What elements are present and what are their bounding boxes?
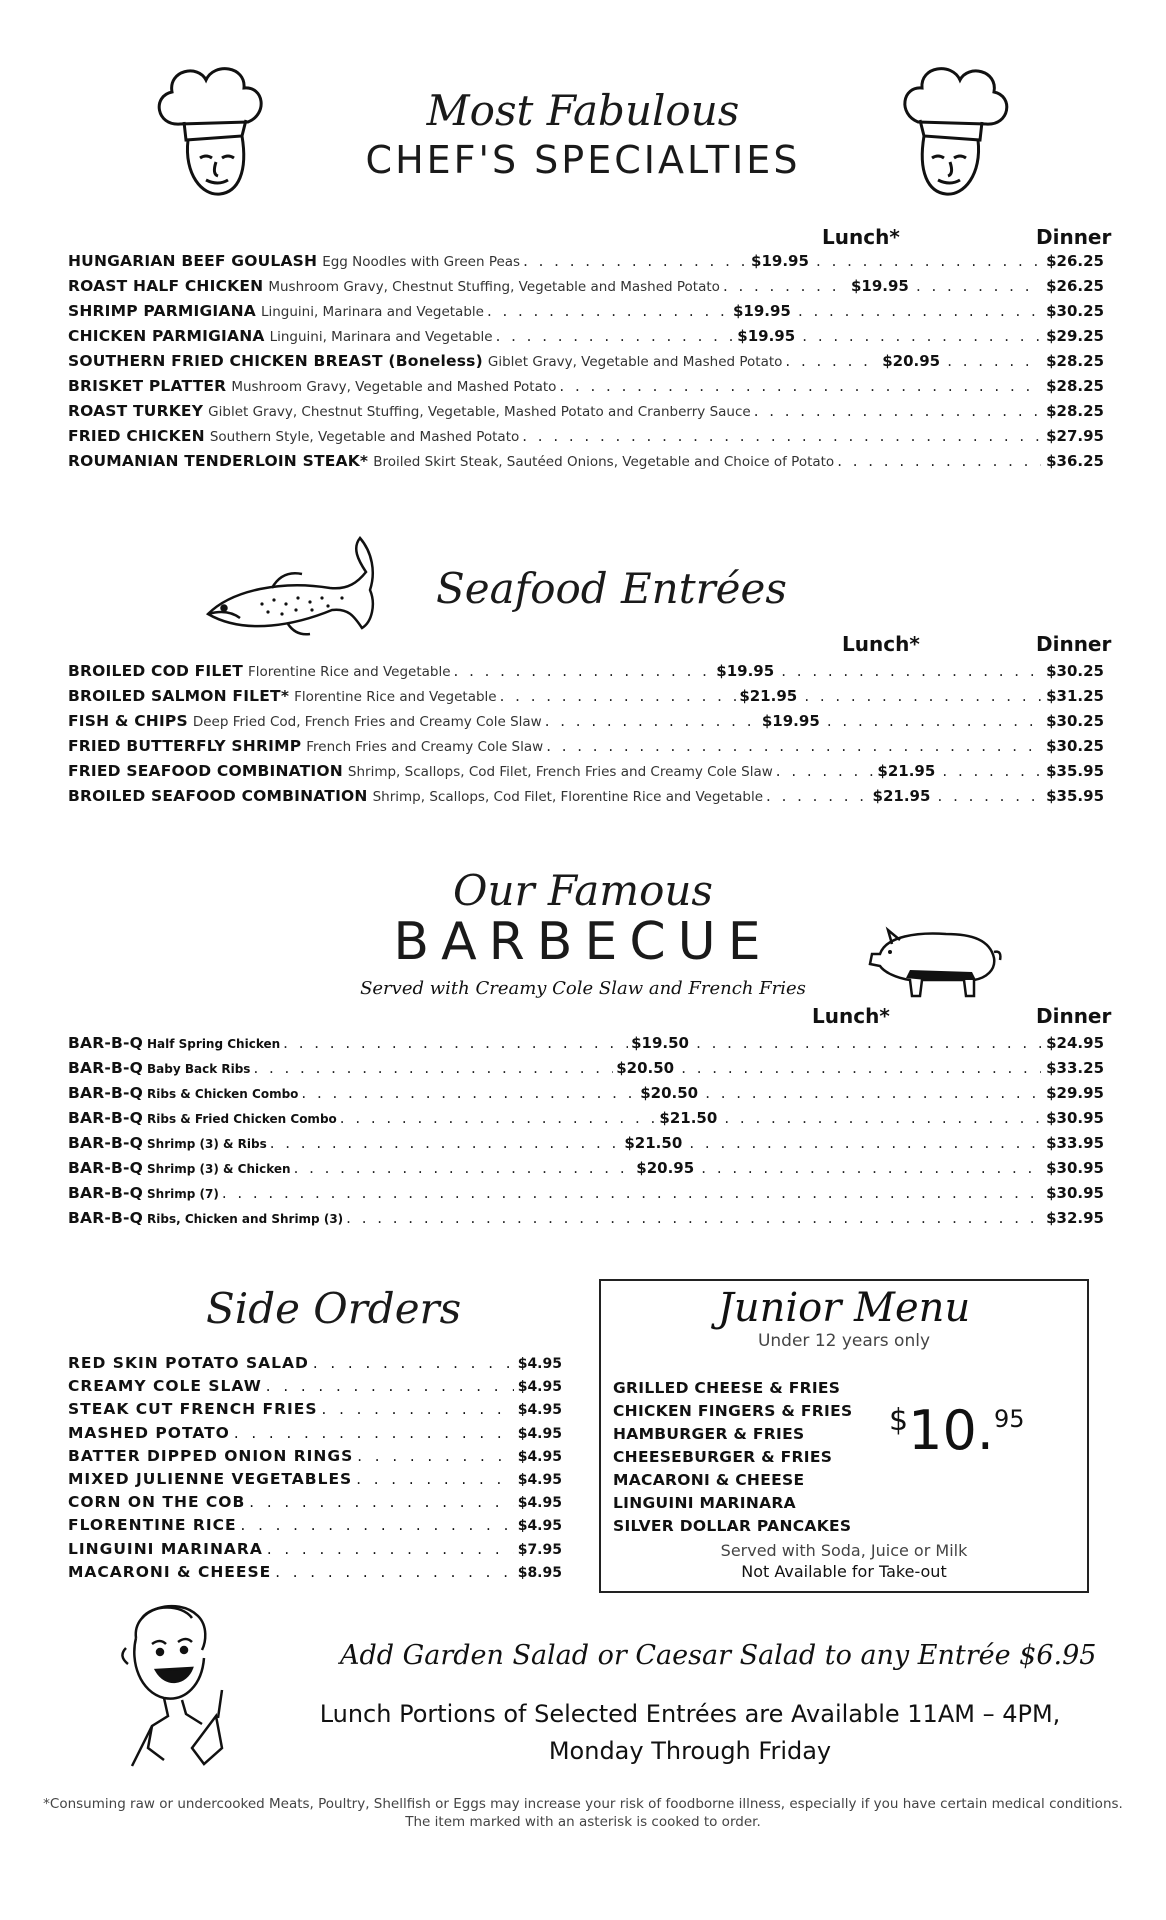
leader-dots	[267, 1540, 514, 1558]
chef-item	[68, 402, 1104, 427]
side-item	[68, 1540, 562, 1563]
junior-item: HAMBURGER & FRIES	[613, 1425, 805, 1443]
side-price: $4.95	[517, 1471, 562, 1488]
seafood-item	[68, 712, 1104, 737]
chef-title: CHEF'S SPECIALTIES	[365, 138, 801, 182]
junior-note-drinks: Served with Soda, Juice or Milk	[720, 1541, 968, 1560]
lunch-price: $20.50	[616, 1059, 675, 1077]
item-name: BAR-B-Q	[68, 1034, 144, 1052]
leader-dots	[545, 712, 759, 730]
lunch-portions-note-line2: Monday Through Friday	[548, 1737, 832, 1765]
leader-dots	[696, 1034, 1041, 1052]
leader-dots	[283, 1034, 628, 1052]
lunch-price: $19.95	[732, 302, 791, 320]
item-sub: Shrimp (3) & Chicken	[147, 1162, 291, 1176]
chef-items-list	[68, 252, 1104, 477]
item-name: CHICKEN PARMIGIANA	[68, 327, 265, 345]
dinner-price: $24.95	[1046, 1034, 1105, 1052]
leader-dots	[827, 712, 1041, 730]
leader-dots	[222, 1184, 1041, 1202]
side-price: $8.95	[517, 1564, 562, 1581]
seafood-dinner-label: Dinner	[1036, 632, 1112, 656]
lunch-price: $20.95	[636, 1159, 695, 1177]
lunch-portions-note-line1: Lunch Portions of Selected Entrées are Available 11AM – 4PM,	[319, 1700, 1061, 1728]
item-name: ROUMANIAN TENDERLOIN STEAK*	[68, 452, 369, 470]
item-name: FRIED CHICKEN	[68, 427, 205, 445]
item-name: BAR-B-Q	[68, 1209, 144, 1227]
dinner-price: $26.25	[1046, 252, 1104, 270]
dinner-price: $33.25	[1046, 1059, 1105, 1077]
leader-dots	[546, 737, 1041, 755]
lunch-price: $21.50	[659, 1109, 718, 1127]
bbq-lunch-label: Lunch*	[812, 1004, 890, 1028]
bbq-subtitle: Served with Creamy Cole Slaw and French Fries	[360, 978, 806, 999]
leader-dots	[689, 1134, 1041, 1152]
chef-item	[68, 327, 1104, 352]
side-item	[68, 1493, 562, 1516]
item-desc: Broiled Skirt Steak, Sautéed Onions, Vegetable and Choice of Potato	[373, 454, 835, 470]
dinner-price: $30.25	[1046, 712, 1105, 730]
leader-dots	[681, 1059, 1041, 1077]
leader-dots	[234, 1424, 514, 1442]
junior-price-symbol: $	[889, 1403, 909, 1438]
chef-item	[68, 452, 1104, 477]
dinner-price: $35.95	[1046, 787, 1105, 805]
side-item	[68, 1354, 562, 1377]
side-price: $4.95	[517, 1402, 562, 1419]
dinner-price: $30.95	[1046, 1109, 1104, 1127]
item-desc: French Fries and Creamy Cole Slaw	[306, 739, 544, 755]
side-price: $7.95	[517, 1541, 562, 1558]
item-desc: Mushroom Gravy, Vegetable and Mashed Potato	[231, 379, 557, 395]
bbq-item	[68, 1084, 1104, 1109]
junior-subtitle: Under 12 years only	[757, 1331, 931, 1351]
seafood-title: Seafood Entrées	[436, 564, 787, 613]
leader-dots	[942, 762, 1041, 780]
item-name: FISH & CHIPS	[68, 712, 188, 730]
side-item	[68, 1516, 562, 1539]
chef-script-title: Most Fabulous	[426, 86, 740, 135]
chef-lunch-label: Lunch*	[822, 225, 900, 249]
leader-dots	[346, 1209, 1041, 1227]
side-price: $4.95	[517, 1448, 562, 1465]
sides-title: Side Orders	[206, 1284, 462, 1333]
dinner-price: $33.95	[1046, 1134, 1105, 1152]
item-name: HUNGARIAN BEEF GOULASH	[68, 252, 318, 270]
leader-dots	[802, 327, 1041, 345]
item-name: BROILED SEAFOOD COMBINATION	[68, 787, 368, 805]
bbq-script-title: Our Famous	[453, 866, 713, 915]
leader-dots	[496, 327, 735, 345]
leader-dots	[313, 1354, 514, 1372]
item-sub: Half Spring Chicken	[147, 1037, 281, 1051]
item-desc: Deep Fried Cod, French Fries and Creamy Cole Slaw	[192, 714, 542, 730]
item-name: BAR-B-Q	[68, 1134, 144, 1152]
junior-price-cents: 95	[993, 1405, 1025, 1433]
bbq-item	[68, 1134, 1104, 1159]
side-name: CORN ON THE COB	[68, 1493, 246, 1512]
dinner-price: $32.95	[1046, 1209, 1104, 1227]
item-desc: Southern Style, Vegetable and Mashed Potato	[209, 429, 520, 445]
leader-dots	[357, 1447, 513, 1465]
side-item	[68, 1424, 562, 1447]
leader-dots	[837, 452, 1041, 470]
lunch-price: $21.95	[739, 687, 798, 705]
leader-dots	[487, 302, 730, 320]
item-sub: Ribs, Chicken and Shrimp (3)	[147, 1212, 344, 1226]
lunch-price: $20.50	[640, 1084, 699, 1102]
dinner-price: $28.25	[1046, 377, 1104, 395]
side-item	[68, 1563, 562, 1586]
junior-price-main: 10.	[908, 1399, 994, 1462]
side-name: MIXED JULIENNE VEGETABLES	[68, 1469, 353, 1488]
chef-item	[68, 377, 1104, 402]
item-sub: Ribs & Chicken Combo	[147, 1087, 299, 1101]
leader-dots	[340, 1109, 657, 1127]
leader-dots	[500, 687, 737, 705]
lunch-price: $19.95	[761, 712, 820, 730]
chef-item	[68, 352, 1104, 377]
item-name: SOUTHERN FRIED CHICKEN BREAST (Boneless)	[68, 352, 483, 370]
bbq-item	[68, 1159, 1104, 1184]
bbq-dinner-label: Dinner	[1036, 1004, 1112, 1028]
item-name: BROILED SALMON FILET*	[68, 687, 290, 705]
lunch-price: $19.95	[716, 662, 775, 680]
side-price: $4.95	[517, 1495, 562, 1512]
leader-dots	[798, 302, 1041, 320]
dinner-price: $28.25	[1046, 352, 1105, 370]
leader-dots	[522, 427, 1041, 445]
side-item	[68, 1470, 562, 1493]
item-name: FRIED SEAFOOD COMBINATION	[68, 762, 343, 780]
chef-item	[68, 252, 1104, 277]
side-name: STEAK CUT FRENCH FRIES	[68, 1400, 318, 1419]
side-name: BATTER DIPPED ONION RINGS	[68, 1446, 354, 1465]
junior-menu-box	[599, 1279, 1089, 1593]
item-desc: Linguini, Marinara and Vegetable	[269, 329, 493, 345]
junior-items-list	[613, 1379, 852, 1540]
item-sub: Shrimp (7)	[147, 1187, 219, 1201]
leader-dots	[270, 1134, 622, 1152]
side-price: $4.95	[517, 1518, 562, 1535]
sides-list	[68, 1354, 562, 1586]
item-name: BAR-B-Q	[68, 1184, 144, 1202]
dinner-price: $30.25	[1046, 302, 1105, 320]
dinner-price: $31.25	[1046, 687, 1104, 705]
side-price: $4.95	[517, 1356, 562, 1372]
lunch-price: $20.95	[882, 352, 941, 370]
side-item	[68, 1447, 562, 1470]
cooked-to-order-note: The item marked with an asterisk is cooked to order.	[405, 1814, 761, 1830]
dinner-price: $26.25	[1046, 277, 1104, 295]
side-name: RED SKIN POTATO SALAD	[68, 1354, 309, 1372]
side-name: LINGUINI MARINARA	[68, 1539, 263, 1558]
leader-dots	[322, 1400, 514, 1418]
leader-dots	[559, 377, 1041, 395]
leader-dots	[938, 787, 1041, 805]
junior-item: CHEESEBURGER & FRIES	[613, 1448, 833, 1466]
dinner-price: $35.95	[1046, 762, 1105, 780]
item-name: SHRIMP PARMIGIANA	[68, 302, 256, 320]
side-item	[68, 1377, 562, 1400]
junior-item: MACARONI & CHEESE	[613, 1471, 805, 1489]
leader-dots	[766, 787, 869, 805]
leader-dots	[253, 1059, 613, 1077]
junior-item: GRILLED CHEESE & FRIES	[613, 1379, 841, 1397]
item-name: BAR-B-Q	[68, 1109, 144, 1127]
chef-item	[68, 427, 1104, 452]
seafood-item	[68, 662, 1104, 687]
bbq-item	[68, 1109, 1104, 1134]
item-desc: Linguini, Marinara and Vegetable	[260, 304, 484, 320]
seafood-item	[68, 737, 1104, 762]
leader-dots	[241, 1516, 514, 1534]
bbq-item	[68, 1034, 1104, 1059]
chef-item	[68, 302, 1104, 327]
bbq-items-list	[68, 1034, 1104, 1234]
lunch-price: $19.50	[631, 1034, 689, 1052]
seafood-item	[68, 787, 1104, 812]
item-desc: Florentine Rice and Vegetable	[294, 689, 497, 705]
bbq-item	[68, 1059, 1104, 1084]
side-name: MACARONI & CHEESE	[68, 1562, 272, 1581]
side-name: MASHED POTATO	[68, 1423, 230, 1442]
salad-addon-note: Add Garden Salad or Caesar Salad to any Entrée $6.95	[340, 1640, 1097, 1671]
leader-dots	[816, 252, 1041, 270]
item-sub: Ribs & Fried Chicken Combo	[147, 1112, 337, 1126]
leader-dots	[785, 352, 879, 370]
lunch-price: $19.95	[751, 252, 809, 270]
leader-dots	[356, 1470, 513, 1488]
leader-dots	[781, 662, 1041, 680]
junior-item: LINGUINI MARINARA	[613, 1494, 796, 1512]
seafood-item	[68, 687, 1104, 712]
dinner-price: $27.95	[1046, 427, 1104, 445]
item-name: BAR-B-Q	[68, 1159, 144, 1177]
item-desc: Giblet Gravy, Chestnut Stuffing, Vegetable, Mashed Potato and Cranberry Sauce	[208, 404, 751, 420]
dinner-price: $36.25	[1046, 452, 1104, 470]
dinner-price: $30.25	[1046, 737, 1104, 755]
item-desc: Mushroom Gravy, Chestnut Stuffing, Vegetable and Mashed Potato	[268, 279, 720, 295]
side-item	[68, 1400, 562, 1423]
leader-dots	[804, 687, 1041, 705]
leader-dots	[301, 1084, 637, 1102]
leader-dots	[701, 1159, 1041, 1177]
item-desc: Shrimp, Scallops, Cod Filet, French Fries and Creamy Cole Slaw	[347, 764, 773, 780]
leader-dots	[724, 1109, 1041, 1127]
health-disclaimer: *Consuming raw or undercooked Meats, Poultry, Shellfish or Eggs may increase your risk of foodborne illness, especially if you have certain medical conditions.	[43, 1796, 1123, 1812]
dinner-price: $30.95	[1046, 1159, 1104, 1177]
lunch-price: $21.50	[624, 1134, 683, 1152]
junior-note-takeout: Not Available for Take-out	[741, 1562, 947, 1581]
item-desc: Egg Noodles with Green Peas	[322, 254, 521, 270]
item-name: BROILED COD FILET	[68, 662, 244, 680]
leader-dots	[947, 352, 1041, 370]
side-price: $4.95	[517, 1425, 562, 1442]
side-name: CREAMY COLE SLAW	[68, 1377, 262, 1396]
junior-item: SILVER DOLLAR PANCAKES	[613, 1517, 852, 1535]
leader-dots	[275, 1563, 513, 1581]
leader-dots	[916, 277, 1041, 295]
chef-item	[68, 277, 1104, 302]
leader-dots	[776, 762, 875, 780]
item-name: ROAST HALF CHICKEN	[68, 277, 264, 295]
seafood-items-list	[68, 662, 1104, 812]
side-price: $4.95	[517, 1379, 562, 1396]
bbq-title: BARBECUE	[393, 912, 773, 972]
dinner-price: $29.25	[1046, 327, 1104, 345]
item-desc: Giblet Gravy, Vegetable and Mashed Potato	[487, 354, 783, 370]
dinner-price: $30.95	[1046, 1184, 1104, 1202]
seafood-item	[68, 762, 1104, 787]
item-name: BAR-B-Q	[68, 1084, 144, 1102]
leader-dots	[523, 252, 748, 270]
item-name: BRISKET PLATTER	[68, 377, 227, 395]
item-sub: Shrimp (3) & Ribs	[147, 1137, 267, 1151]
leader-dots	[266, 1377, 514, 1395]
dinner-price: $29.95	[1046, 1084, 1104, 1102]
waiter-illustration	[112, 1598, 242, 1768]
lunch-price: $19.95	[737, 327, 796, 345]
leader-dots	[294, 1159, 634, 1177]
side-name: FLORENTINE RICE	[68, 1516, 237, 1535]
lunch-price: $21.95	[877, 762, 936, 780]
dinner-price: $28.25	[1046, 402, 1104, 420]
junior-price	[889, 1399, 1025, 1462]
fish-illustration	[202, 532, 378, 644]
pig-illustration	[866, 922, 1002, 1000]
lunch-price: $21.95	[872, 787, 931, 805]
item-sub: Baby Back Ribs	[147, 1062, 251, 1076]
bbq-item	[68, 1184, 1104, 1209]
chef-dinner-label: Dinner	[1036, 225, 1112, 249]
leader-dots	[723, 277, 848, 295]
bbq-item	[68, 1209, 1104, 1234]
leader-dots	[754, 402, 1041, 420]
item-desc: Shrimp, Scallops, Cod Filet, Florentine Rice and Vegetable	[372, 789, 764, 805]
dinner-price: $30.25	[1046, 662, 1104, 680]
item-desc: Florentine Rice and Vegetable	[248, 664, 451, 680]
item-name: BAR-B-Q	[68, 1059, 144, 1077]
item-name: FRIED BUTTERFLY SHRIMP	[68, 737, 302, 755]
leader-dots	[249, 1493, 513, 1511]
seafood-lunch-label: Lunch*	[842, 632, 920, 656]
junior-item: CHICKEN FINGERS & FRIES	[613, 1402, 853, 1420]
leader-dots	[454, 662, 714, 680]
junior-title: Junior Menu	[717, 1285, 971, 1331]
item-name: ROAST TURKEY	[68, 402, 204, 420]
lunch-price: $19.95	[850, 277, 909, 295]
leader-dots	[705, 1084, 1041, 1102]
